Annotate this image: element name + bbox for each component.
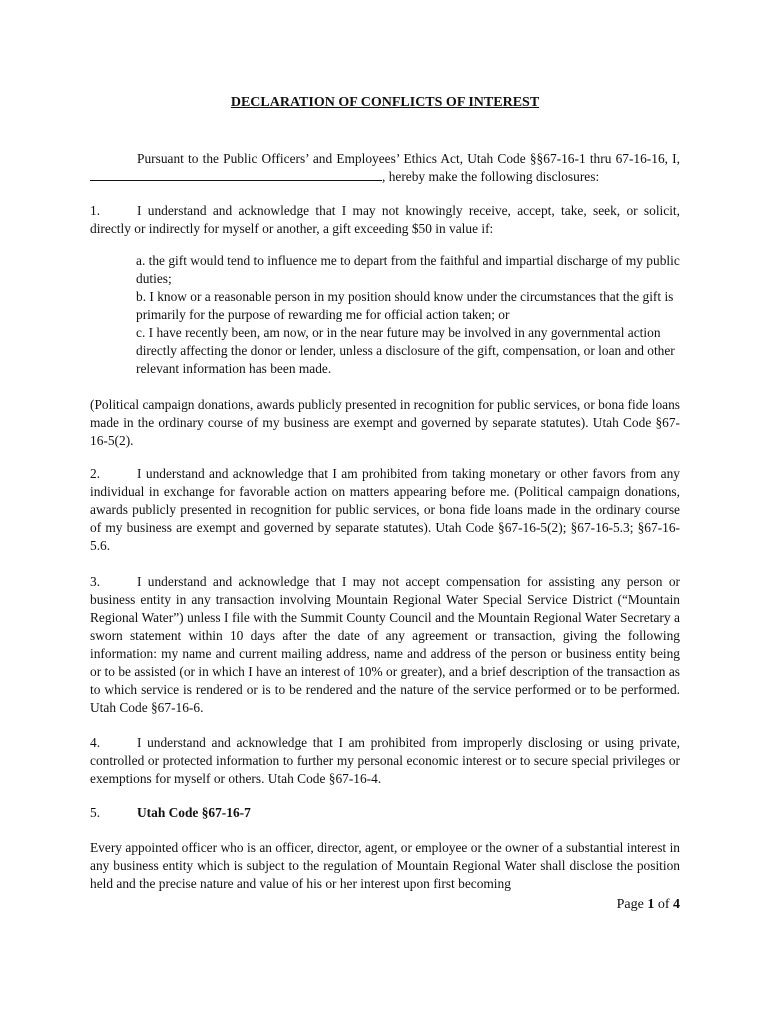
item-1: [90, 202, 680, 238]
item-number: 4.: [90, 735, 101, 750]
page-word: Page: [616, 897, 644, 912]
sub-item-b: b. I know or a reasonable person in my position should know under the circumstances that the gift is primarily for the purpose of rewarding me for official action taken; or: [136, 289, 674, 322]
closing-paragraph: Every appointed officer who is an officer, director, agent, or employee or the owner of a substantial interest in any business entity which is subject to the regulation of Mountain Regional Water shall disclose the position held and the precise nature and value of his or her interest upon first becoming: [90, 840, 680, 891]
page-number: [617, 897, 680, 913]
item-heading: Utah Code §67-16-7: [137, 805, 251, 820]
item-4: [90, 734, 680, 788]
page-of: of: [657, 897, 670, 912]
document-title: DECLARATION OF CONFLICTS OF INTEREST: [230, 95, 540, 110]
item-5: [90, 804, 680, 822]
intro-text-end: , hereby make the following disclosures:: [382, 169, 600, 184]
item-2: [90, 465, 680, 555]
item-number: 3.: [90, 574, 101, 589]
page-total: 4: [673, 897, 680, 912]
item-text: I understand and acknowledge that I am prohibited from taking monetary or other favors from any individual in exchange for favorable action on matters appearing before me. (Political campaign donations, awards publicly presented in recognition for public services, or bona fide loans made in the ordinary course of my business are exempt and governed by separate statutes). Utah Code §67-16-5(2); §67-16-5.3; §67-16-5.6.: [90, 466, 680, 553]
intro-text: Pursuant to the Public Officers’ and Employees’ Ethics Act, Utah Code §§67-16-1 thru 67-16-16, I,: [137, 151, 680, 166]
name-blank-line[interactable]: [90, 168, 382, 181]
item-text: I understand and acknowledge that I am prohibited from improperly disclosing or using private, controlled or protected information to further my personal economic interest or to secure special privileges or exemptions for myself or others. Utah Code §67-16-4.: [90, 735, 680, 786]
item-number: 2.: [90, 466, 101, 481]
sub-items: [136, 252, 680, 378]
exemption-note: (Political campaign donations, awards publicly presented in recognition for public services, or bona fide loans made in the ordinary course of my business are exempt and governed by separate statutes). Utah Code §67-16-5(2).: [90, 397, 680, 448]
item-text: I understand and acknowledge that I may not accept compensation for assisting any person or business entity in any transaction involving Mountain Regional Water Special Service District (“Mountain Regional Water”) unless I file with the Summit County Council and the Mountain Regional Water Secretary a sworn statement within 10 days after the date of any agreement or transaction, giving the following information: my name and current mailing address, name and address of the person or business entity being or to be assisted (or in which I have an interest of 10% or greater), and a brief description of the transaction as to which service is rendered or is to be rendered and the nature of the service performed or to be performed. Utah Code §67-16-6.: [90, 574, 680, 715]
sub-item-c: c. I have recently been, am now, or in the near future may be involved in any governmental action directly affecting the donor or lender, unless a disclosure of the gift, compensation, or loan and other relevant information has been made.: [136, 325, 675, 376]
item-3: [90, 573, 680, 717]
sub-item-a: a. the gift would tend to influence me to depart from the faithful and impartial discharge of my public duties;: [136, 253, 680, 286]
intro-paragraph: [90, 150, 680, 186]
item-text: I understand and acknowledge that I may not knowingly receive, accept, take, seek, or solicit, directly or indirectly for myself or another, a gift exceeding $50 in value if:: [90, 203, 680, 236]
item-number: 5.: [90, 805, 101, 820]
page-current: 1: [647, 897, 655, 912]
item-number: 1.: [90, 203, 101, 218]
